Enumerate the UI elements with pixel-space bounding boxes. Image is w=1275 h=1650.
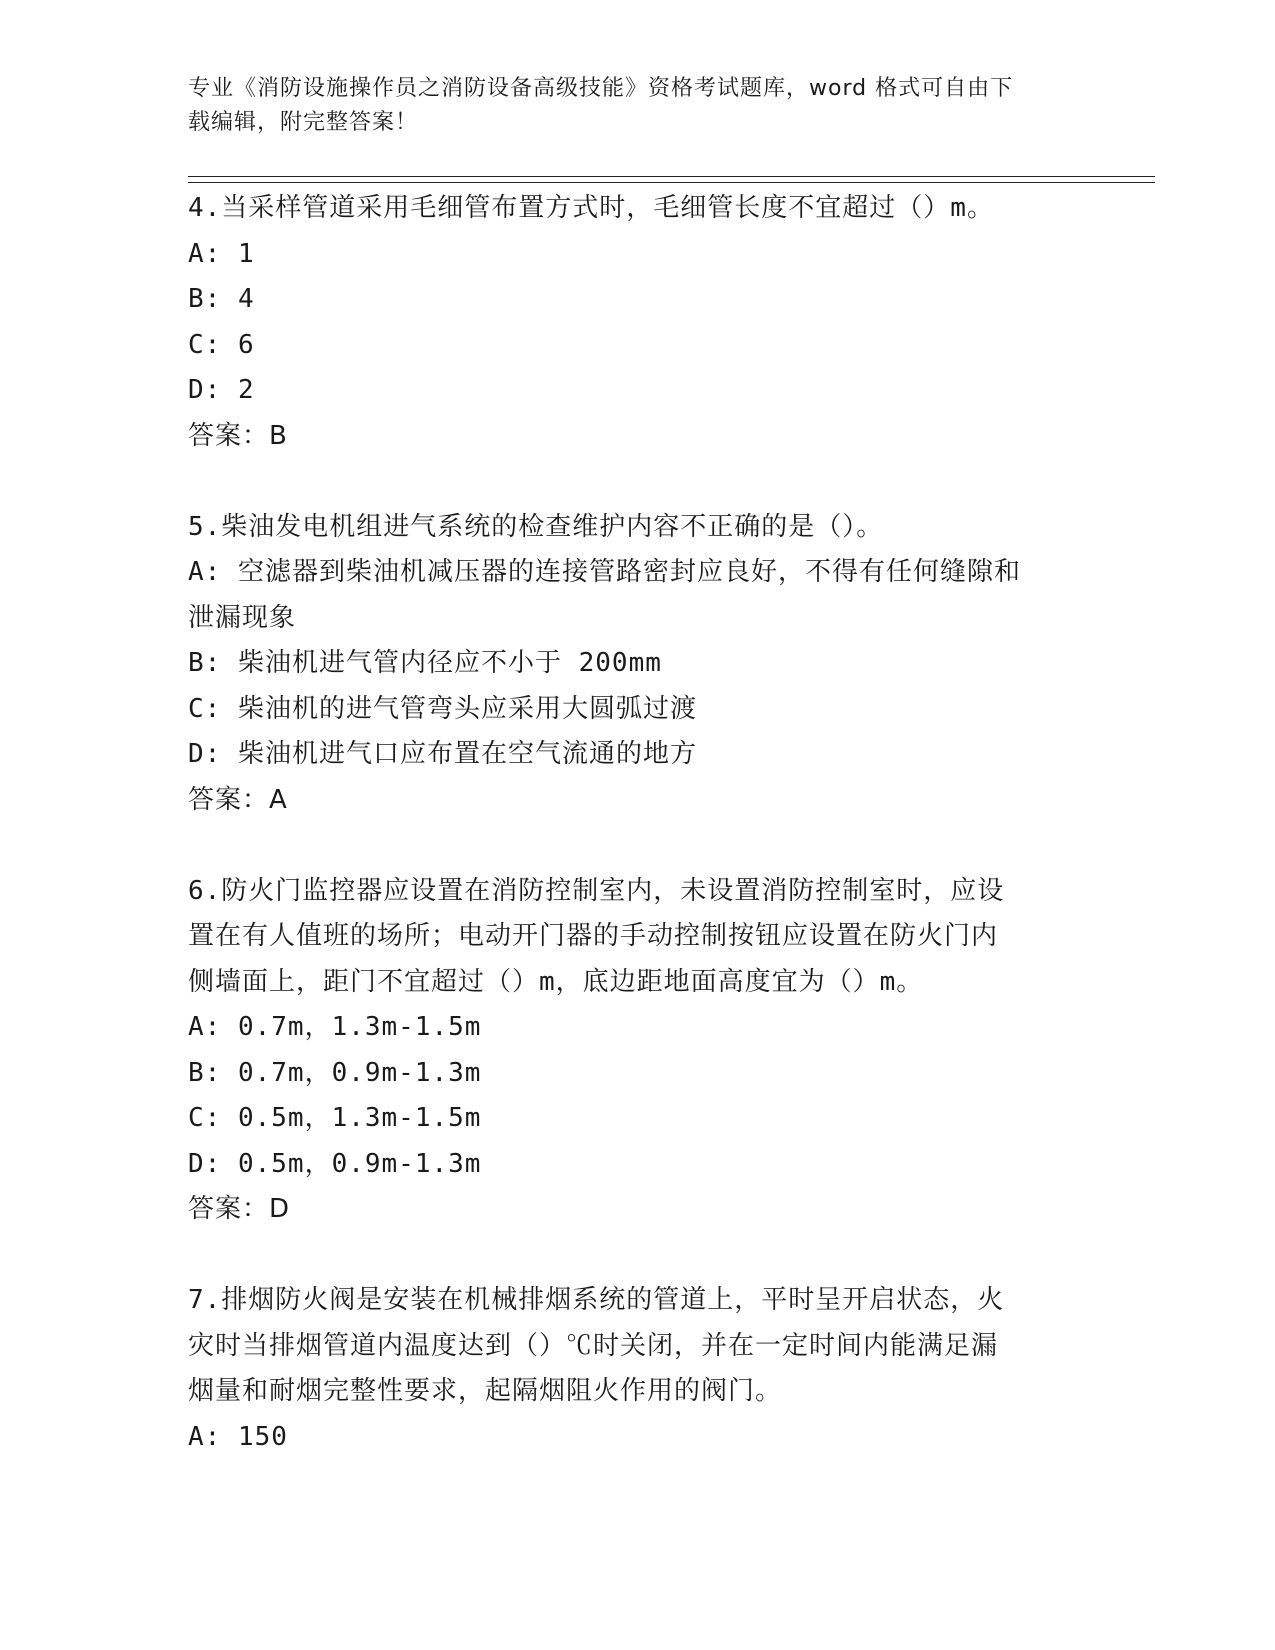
- option-a: A: 空滤器到柴油机减压器的连接管路密封应良好，不得有任何缝隙和: [188, 557, 1021, 587]
- question-stem: 4.当采样管道采用毛细管布置方式时，毛细管长度不宜超过（）m。: [188, 193, 994, 223]
- question-list: [188, 186, 1088, 1460]
- question-stem-continued: 置在有人值班的场所；电动开门器的手动控制按钮应设置在防火门内: [188, 921, 999, 951]
- question-spacer: [188, 1233, 1088, 1279]
- header-line-1: 专业《消防设施操作员之消防设备高级技能》资格考试题库，word 格式可自由下: [188, 76, 1014, 101]
- question-7: [188, 1278, 1088, 1460]
- option-a: A: 0.7m，1.3m-1.5m: [188, 1012, 482, 1042]
- question-stem: 6.防火门监控器应设置在消防控制室内，未设置消防控制室时，应设: [188, 875, 1005, 906]
- header-line-2: 载编辑，附完整答案！: [188, 110, 419, 135]
- option-a-continued: 泄漏现象: [188, 602, 297, 633]
- question-spacer: [188, 459, 1088, 505]
- header-divider-bottom: [188, 182, 1155, 183]
- header-divider-top: [188, 176, 1155, 177]
- option-c: C: 柴油机的进气管弯头应采用大圆弧过渡: [188, 693, 697, 724]
- option-d: D: 2: [188, 375, 255, 405]
- answer-line: 答案：D: [188, 1194, 291, 1224]
- option-b: B: 0.7m，0.9m-1.3m: [188, 1057, 482, 1088]
- question-spacer: [188, 823, 1088, 869]
- question-stem: 5.柴油发电机组进气系统的检查维护内容不正确的是（）。: [188, 511, 884, 542]
- option-b: B: 4: [188, 284, 255, 314]
- question-stem-continued: 烟量和耐烟完整性要求，起隔烟阻火作用的阀门。: [188, 1376, 783, 1406]
- option-d: D: 0.5m，0.9m-1.3m: [188, 1148, 482, 1179]
- question-5: [188, 505, 1088, 824]
- question-4: [188, 186, 1088, 459]
- option-a: A: 150: [188, 1421, 288, 1452]
- question-6: [188, 869, 1088, 1233]
- answer-line: 答案：B: [188, 420, 288, 451]
- document-header: [188, 72, 1088, 140]
- question-stem-continued: 灾时当排烟管道内温度达到（）℃时关闭，并在一定时间内能满足漏: [188, 1330, 999, 1361]
- option-c: C: 6: [188, 329, 255, 360]
- option-d: D: 柴油机进气口应布置在空气流通的地方: [188, 739, 697, 769]
- option-a: A: 1: [188, 238, 255, 269]
- question-stem-continued: 侧墙面上，距门不宜超过（）m，底边距地面高度宜为（）m。: [188, 966, 924, 997]
- option-c: C: 0.5m，1.3m-1.5m: [188, 1103, 482, 1133]
- option-b: B: 柴油机进气管内径应不小于 200mm: [188, 648, 662, 678]
- answer-line: 答案：A: [188, 784, 288, 815]
- question-stem: 7.排烟防火阀是安装在机械排烟系统的管道上，平时呈开启状态，火: [188, 1285, 1005, 1315]
